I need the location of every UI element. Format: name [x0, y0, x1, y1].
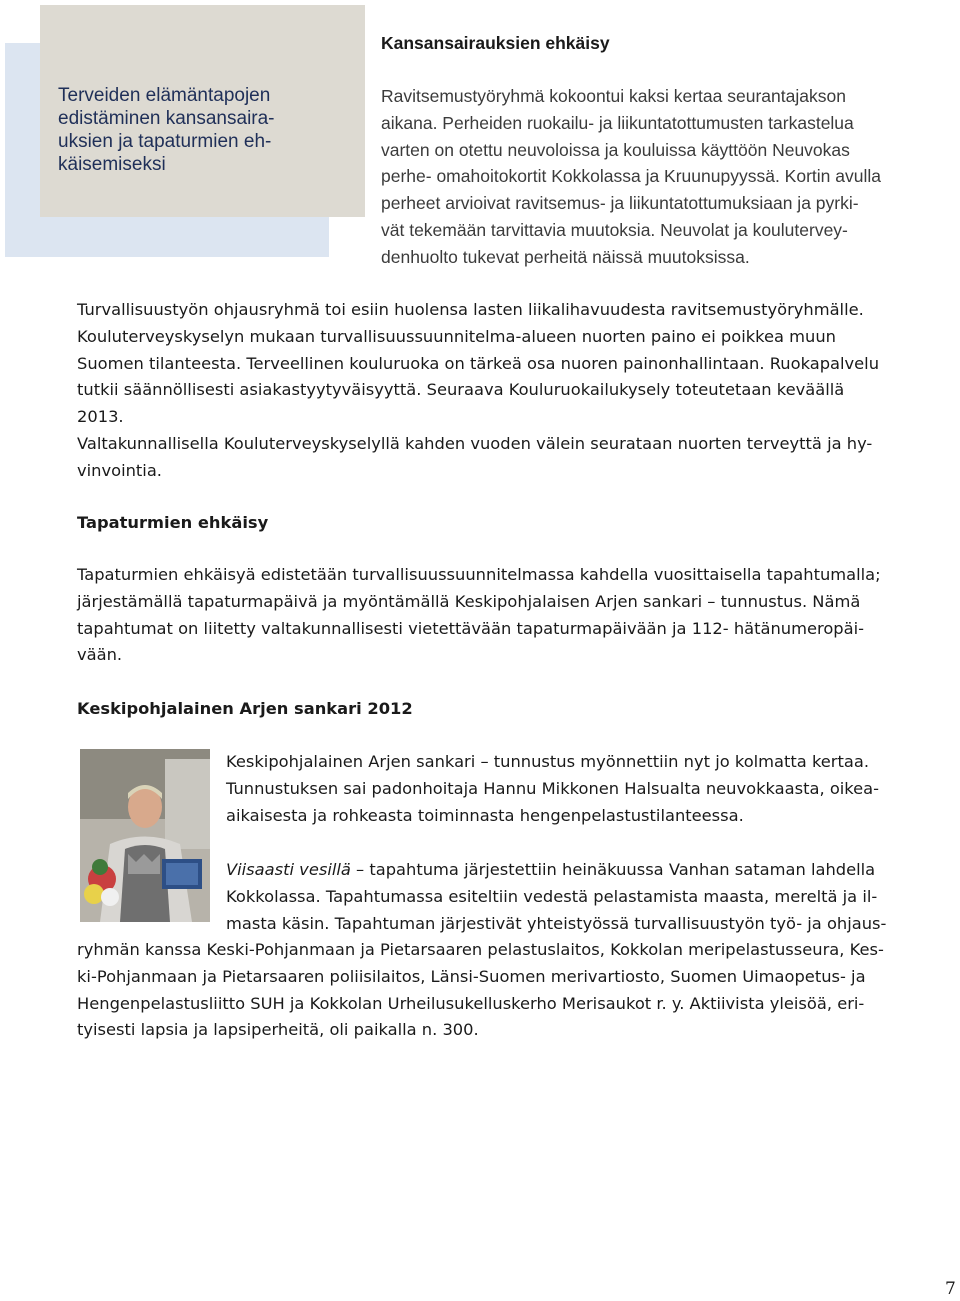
award-recipient-photo — [80, 749, 210, 922]
paragraph: Valtakunnallisella Kouluterveyskyselyllä kahden vuoden välein seurataan nuorten terveyttä ja hy- vinvointia. — [77, 433, 873, 480]
paragraph: Tapaturmien ehkäisyä edistetään turvallisuussuunnitelmassa kahdella vuosittaisella tapahtumalla; järjestämällä tapaturmapäivä ja myöntämällä Keskipohjalaisen Arjen sankari – tunnustus. Nämä tapahtumat on liitetty valtakunnallisesti vietettävään tapaturmapäivään ja 112- hätänumeropäi- vään. — [77, 565, 881, 665]
section-heading: Kansansairauksien ehkäisy — [381, 33, 610, 53]
paragraph-award: Keskipohjalainen Arjen sankari – tunnustus myönnettiin nyt jo kolmatta kertaa. Tunnustuksen sai padonhoitaja Hannu Mikkonen Halsualta neuvokkaasta, oikea- aikaisesta ja rohkeasta toiminnasta hengenpelastustilanteessa. — [226, 752, 880, 825]
paragraph: Turvallisuustyön ohjausryhmä toi esiin huolensa lasten liikalihavuudesta ravitsemustyöryhmälle. Kouluterveyskyselyn mukaan turvallisuussuunnitelma-alueen nuorten paino ei poikkea muun Suomen tilanteesta. Terveellinen kouluruoka on tärkeä osa nuoren painonhallintaan. Ruokapalvelu tutkii säännöllisesti asiakastyytyväisyyttä. Seuraava Kouluruokailukysely toteutetaan keväällä 2013. — [77, 300, 880, 427]
section-heading: Keskipohjalainen Arjen sankari 2012 — [77, 699, 413, 718]
person-photo-illustration — [80, 749, 210, 922]
event-description: – tapahtuma järjestettiin heinäkuussa Vanhan sataman lahdella Kokkolassa. Tapahtumassa esiteltiin vedestä pelastamista maasta, mereltä ja il- masta käsin. Tapahtuman järjestivät yhteistyössä turvallisuustyön työ- ja ohjaus- — [226, 860, 887, 933]
section-accident-prevention — [77, 510, 960, 669]
page-number: 7 — [945, 1279, 956, 1299]
sidebar-title: Terveiden elämäntapojen edistäminen kansansaira- uksien ja tapaturmien eh- käisemiseksi — [58, 85, 275, 175]
paragraph-event-intro — [226, 857, 960, 937]
section-heading: Tapaturmien ehkäisy — [77, 513, 269, 532]
section-safety-steering — [77, 297, 960, 485]
event-name: Viisaasti vesillä — [226, 860, 351, 879]
paragraph-event-organizers: ryhmän kanssa Keski-Pohjanmaan ja Pietarsaaren pelastuslaitos, Kokkolan meripelastusseura, Kes- ki-Pohjanmaan ja Pietarsaaren poliisilaitos, Länsi-Suomen merivartiosto, Suomen Uimaopetus- ja Hengenpelastusliitto SUH ja Kokkolan Urheilusukelluskerho Merisaukot r. y. Aktiivista yleisöä, eri- tyisesti lapsia ja lapsiperheitä, oli paikalla n. 300. — [77, 940, 884, 1040]
section-chronic-disease-prevention — [381, 31, 960, 267]
section-paragraph: Ravitsemustyöryhmä kokoontui kaksi kertaa seurantajakson aikana. Perheiden ruokailu- ja liikuntatottumusten tarkastelua varten on otettu neuvoloissa ja kouluissa käyttöön Neuvokas perhe- omahoitokortit Kokkolassa ja Kruunupyyssä. Kortin avulla perheet arvioivat ravitsemus- ja liikuntatottumuksiaan ja pyrki- vät tekemään tarvittavia muutoksia. Neuvolat ja koulutervey- denhuolto tukevat perheitä näissä muutoksissa. — [381, 86, 881, 267]
